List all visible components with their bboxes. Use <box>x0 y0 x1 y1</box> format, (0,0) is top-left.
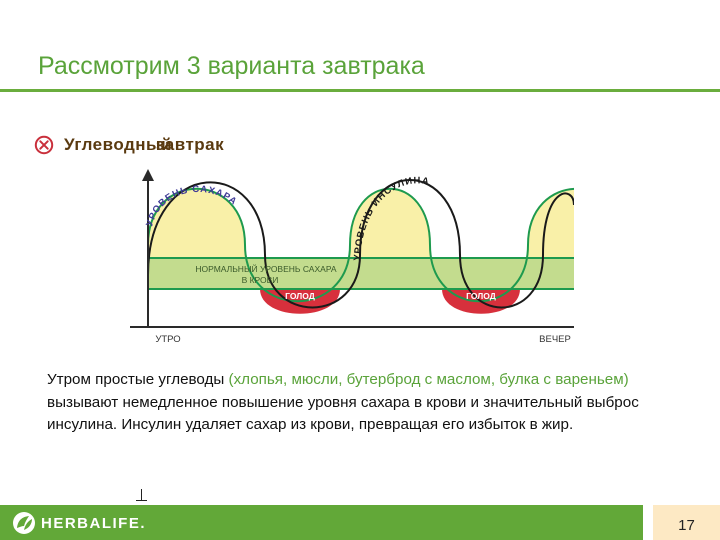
section-heading <box>34 134 224 156</box>
normal-level-label: НОРМАЛЬНЫЙ УРОВЕНЬ САХАРА <box>195 264 337 274</box>
herbalife-logo <box>12 511 146 535</box>
blood-sugar-diagram <box>128 165 574 350</box>
sugar-level-label: УРОВЕНЬ САХАРА <box>144 183 240 228</box>
slide-title: Рассмотрим 3 варианта завтрака <box>38 52 425 80</box>
explanation-text-1: Утром простые углеводы <box>47 371 229 388</box>
page-number-box <box>653 505 720 540</box>
explanation-paragraph <box>47 369 662 437</box>
hunger-label: ГОЛОД <box>466 291 496 301</box>
insulin-level-label: УРОВЕНЬ ИНСУЛИНА <box>351 175 431 262</box>
sugar-peak-fill <box>528 189 574 258</box>
y-axis-arrow <box>142 169 154 181</box>
page-number: 17 <box>678 517 695 534</box>
stray-mark <box>141 489 151 501</box>
x-circle-icon <box>34 135 54 155</box>
explanation-text-2: вызывают немедленное повышение уровня сахара в крови и значительный выброс инсулина. Инсулин удаляет сахар из крови, превращая его избыток в жир. <box>47 393 639 433</box>
herbalife-leaf-icon <box>12 511 36 535</box>
title-underline <box>0 89 720 92</box>
hunger-label: ГОЛОД <box>285 291 315 301</box>
heading-text-breakfast: завтрак <box>156 135 225 154</box>
heading-text-carb: Углеводный <box>64 135 173 154</box>
morning-label: УТРО <box>155 334 181 345</box>
normal-level-label-2: В КРОВИ <box>241 275 279 285</box>
explanation-food-examples: (хлопья, мюсли, бутерброд с маслом, булка с вареньем) <box>228 371 629 388</box>
brand-name: HERBALIFE. <box>41 514 146 532</box>
evening-label: ВЕЧЕР <box>539 334 571 345</box>
